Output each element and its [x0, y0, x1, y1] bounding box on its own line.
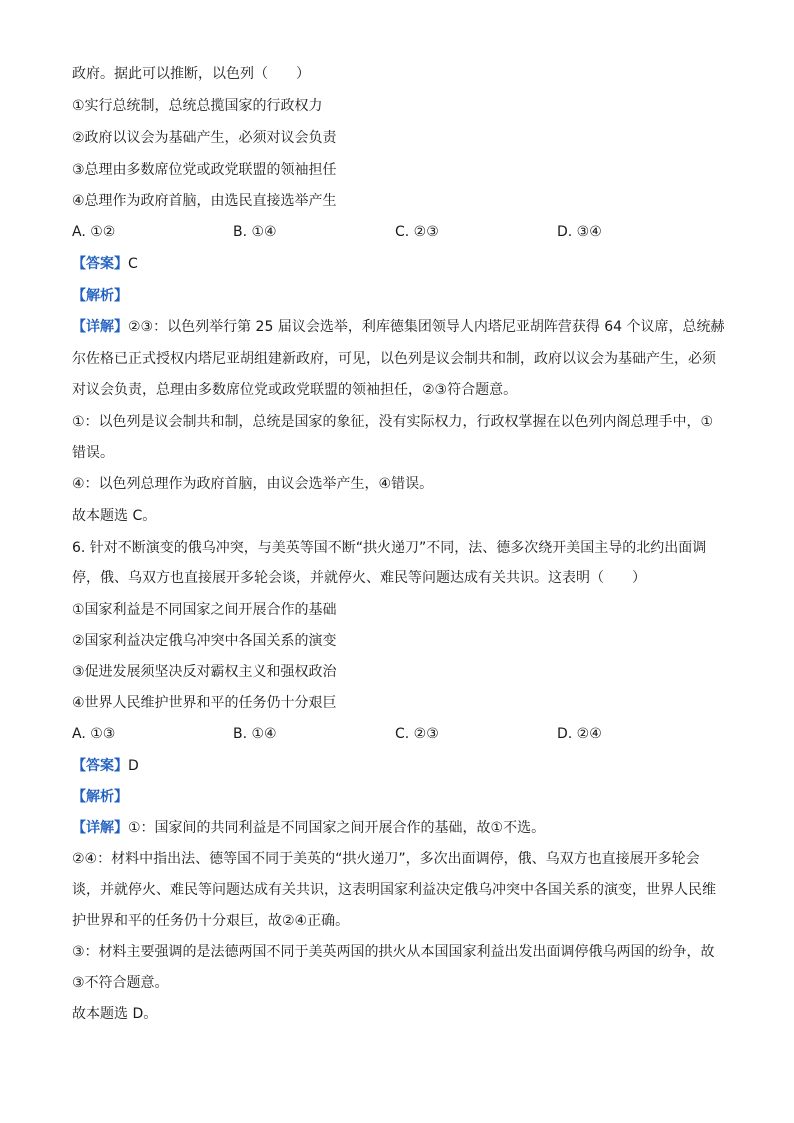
q6-statement-4: ④世界人民维护世界和平的任务仍十分艰巨 — [72, 695, 337, 711]
q6-analysis-heading — [72, 787, 722, 807]
q5-detail-tag: 【详解】 — [72, 319, 128, 335]
q6-stem-line-1: 6. 针对不断演变的俄乌冲突，与美英等国不断“拱火递刀”不同，法、德多次绕开美国主导的北约出面调 — [72, 540, 707, 556]
q5-detail-2-line-2: 错误。 — [72, 445, 114, 461]
q6-detail-2-line-3: 护世界和平的任务仍十分艰巨，故②④正确。 — [72, 913, 350, 929]
q5-statement-3: ③总理由多数席位党或政党联盟的领袖担任 — [72, 162, 337, 178]
q6-detail-2-line-2: 谈，并就停火、难民等问题达成有关共识，这表明国家利益决定俄乌冲突中各国关系的演变，世界人民维 — [72, 882, 716, 898]
q5-statement-4: ④总理作为政府首脑，由选民直接选举产生 — [72, 193, 337, 209]
q6-detail-tag: 【详解】 — [72, 820, 128, 836]
q6-statement-2: ②国家利益决定俄乌冲突中各国关系的演变 — [72, 633, 337, 649]
q5-detail-1-line-2: 尔佐格已正式授权内塔尼亚胡组建新政府，可见，以色列是议会制共和制，政府以议会为基础产生，必须 — [72, 351, 716, 367]
q5-detail-1-line-1 — [72, 317, 725, 337]
q6-statement-3: ③促进发展须坚决反对霸权主义和强权政治 — [72, 664, 337, 680]
q6-answer-line — [72, 756, 722, 776]
q5-analysis-heading — [72, 286, 722, 306]
q5-detail-1-text: ②③：以色列举行第 25 届议会选举，利库德集团领导人内塔尼亚胡阵营获得 64 个议席，总统赫 — [128, 319, 725, 335]
q5-option-d: D. ③④ — [557, 224, 602, 240]
q6-answer-tag: 【答案】 — [72, 758, 128, 774]
q5-answer-line — [72, 254, 722, 274]
q6-stem-line-2: 停，俄、乌双方也直接展开多轮会谈，并就停火、难民等问题达成有关共识。这表明（ ） — [72, 570, 646, 586]
q6-detail-1 — [72, 818, 722, 838]
q5-answer-tag: 【答案】 — [72, 256, 128, 272]
q5-option-c: C. ②③ — [395, 224, 439, 240]
q6-option-b: B. ①④ — [233, 726, 277, 742]
q6-detail-3-line-2: ③不符合题意。 — [72, 975, 169, 991]
q5-stem-tail: 政府。据此可以推断，以色列（ ） — [72, 66, 310, 82]
q5-conclusion: 故本题选 C。 — [72, 508, 157, 524]
q5-answer-value: C — [128, 256, 138, 272]
q5-statement-1: ①实行总统制，总统总揽国家的行政权力 — [72, 98, 323, 114]
q5-statement-2: ②政府以议会为基础产生，必须对议会负责 — [72, 130, 337, 146]
q5-detail-2-line-1: ①：以色列是议会制共和制，总统是国家的象征，没有实际权力，行政权掌握在以色列内阁总理手中，① — [72, 414, 714, 430]
q6-option-c: C. ②③ — [395, 726, 439, 742]
q6-option-a: A. ①③ — [72, 726, 116, 742]
q5-detail-3: ④：以色列总理作为政府首脑，由议会选举产生，④错误。 — [72, 476, 434, 492]
q6-detail-2-line-1: ②④：材料中指出法、德等国不同于美英的“拱火递刀”，多次出面调停，俄、乌双方也直接展开多轮会 — [72, 851, 700, 867]
q6-detail-1-text: ①：国家间的共同利益是不同国家之间开展合作的基础，故①不选。 — [128, 820, 546, 836]
q6-answer-value: D — [128, 758, 139, 774]
q6-option-d: D. ②④ — [557, 726, 602, 742]
q5-detail-1-line-3: 对议会负责，总理由多数席位党或政党联盟的领袖担任，②③符合题意。 — [72, 382, 518, 398]
q5-option-b: B. ①④ — [233, 224, 277, 240]
q5-option-a: A. ①② — [72, 224, 116, 240]
q6-statement-1: ①国家利益是不同国家之间开展合作的基础 — [72, 602, 337, 618]
q6-conclusion: 故本题选 D。 — [72, 1006, 158, 1022]
q6-analysis-tag: 【解析】 — [72, 789, 128, 805]
q5-analysis-tag: 【解析】 — [72, 288, 128, 304]
q6-detail-3-line-1: ③：材料主要强调的是法德两国不同于美英两国的拱火从本国国家利益出发出面调停俄乌两国的纷争，故 — [72, 944, 715, 960]
